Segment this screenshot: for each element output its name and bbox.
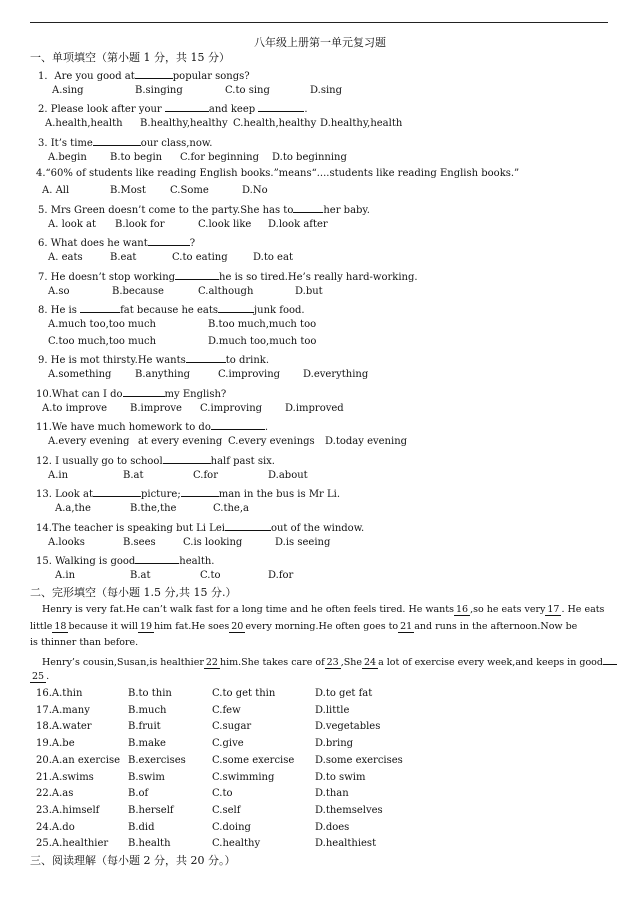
cloze-option-24-b: B.did [128, 821, 155, 833]
section1-heading: 一、单项填空（第小题 1 分，共 15 分） [30, 51, 230, 64]
cloze-option-23-a: 23.A.himself [36, 804, 100, 816]
cloze-paragraph-1-line-3: is thinner than before. [30, 637, 139, 648]
section2-heading: 二、完形填空（每小题 1.5 分,共 15 分.） [30, 586, 237, 599]
question-11: 11.We have much homework to do . [36, 419, 268, 434]
q10-option-c: C.improving [200, 403, 263, 414]
q14-option-b: B.sees [123, 537, 156, 548]
question-12: 12. I usually go to school half past six. [36, 453, 275, 468]
q6-option-b: B.eat [110, 252, 137, 263]
question-2: 2. Please look after your and keep . [38, 101, 308, 116]
q11-option-c: C.every evenings [228, 436, 315, 447]
cloze-option-20-b: B.exercises [128, 754, 186, 766]
q7-option-b: B.because [112, 286, 164, 297]
q13-option-b: B.the,the [130, 503, 177, 514]
q8-option-d: D.much too,much too [208, 336, 317, 347]
cloze-option-16-a: 16.A.thin [36, 688, 83, 699]
q3-option-d: D.to beginning [272, 152, 347, 163]
cloze-paragraph-2-line-2: 25 . [32, 671, 50, 682]
q12-option-c: C.for [193, 470, 218, 481]
q6-option-a: A. eats [48, 252, 83, 263]
q1-option-a: A.sing [52, 85, 84, 96]
q8-option-a: A.much too,too much [48, 319, 156, 330]
question-3: 3. It’s time our class,now. [38, 135, 212, 150]
cloze-option-22-a: 22.A.as [36, 788, 74, 800]
q4-option-a: A. All [42, 185, 70, 196]
q14-option-d: D.is seeing [275, 537, 331, 548]
cloze-option-16-c: C.to get thin [212, 688, 276, 699]
q3-option-c: C.for beginning [180, 152, 259, 163]
q10-option-a: A.to improve [42, 403, 108, 414]
q10-option-d: D.improved [285, 403, 344, 414]
cloze-option-23-c: C.self [212, 804, 241, 816]
cloze-option-23-d: D.themselves [315, 804, 383, 816]
cloze-option-25-a: 25.A.healthier [36, 838, 109, 850]
question-9: 9. He is mot thirsty.He wants to drink. [38, 352, 269, 367]
cloze-option-25-b: B.health [128, 838, 171, 850]
cloze-option-19-d: D.bring [315, 738, 354, 750]
cloze-option-25-c: C.healthy [212, 838, 261, 850]
q11-option-b: at every evening [138, 436, 223, 447]
q13-option-c: C.the,a [213, 503, 249, 514]
q10-option-b: B.improve [130, 403, 182, 414]
q1-option-c: C.to sing [225, 85, 270, 96]
q15-option-c: C.to [200, 570, 221, 581]
cloze-option-20-c: C.some exercise [212, 754, 295, 766]
q9-option-d: D.everything [303, 369, 369, 380]
q3-option-b: B.to begin [110, 152, 163, 163]
cloze-option-17-b: B.much [128, 704, 167, 716]
cloze-option-21-d: D.to swim [315, 771, 366, 783]
q6-option-d: D.to eat [253, 252, 293, 263]
q4-option-c: C.Some [170, 185, 209, 196]
cloze-option-22-b: B.of [128, 788, 149, 800]
q15-option-b: B.at [130, 570, 151, 581]
question-8: 8. He is fat because he eats junk food. [38, 302, 305, 317]
page-title: 八年级上册第一单元复习题 [254, 36, 386, 49]
section3-heading: 三、阅读理解（每小题 2 分，共 20 分。） [30, 854, 236, 867]
cloze-paragraph-2-line-1: Henry’s cousin,Susan,is healthier 22 him.She takes care of 23 ,She 24 a lot of exercise every week,and keeps in good [42, 654, 617, 669]
cloze-option-18-a: 18.A.water [36, 721, 92, 733]
q1-option-b: B.singing [135, 85, 183, 96]
q11-option-d: D.today evening [325, 436, 408, 447]
q15-option-a: A.in [55, 570, 76, 581]
q2-option-c: C.health,healthy [233, 118, 317, 129]
q9-option-b: B.anything [135, 369, 191, 380]
question-13: 13. Look at picture; man in the bus is Mr Li. [36, 486, 340, 501]
cloze-option-21-b: B.swim [128, 771, 165, 783]
cloze-option-17-d: D.little [315, 704, 350, 716]
q2-option-a: A.health,health [45, 118, 123, 129]
q5-option-d: D.look after [268, 219, 328, 230]
q12-option-b: B.at [123, 470, 144, 481]
question-1: 1．Are you good at popular songs? [38, 68, 250, 83]
q7-option-c: C.although [198, 286, 254, 297]
top-rule [30, 22, 608, 23]
cloze-option-25-d: D.healthiest [315, 838, 377, 850]
q12-option-d: D.about [268, 470, 308, 481]
q13-option-a: A.a,the [55, 503, 91, 514]
q7-option-d: D.but [295, 286, 323, 297]
q12-option-a: A.in [48, 470, 69, 481]
cloze-option-24-d: D.does [315, 821, 350, 833]
q8-option-c: C.too much,too much [48, 336, 157, 347]
cloze-option-21-a: 21.A.swims [36, 771, 94, 783]
cloze-option-16-d: D.to get fat [315, 688, 373, 699]
q14-option-c: C.is looking [183, 537, 243, 548]
q3-option-a: A.begin [48, 152, 87, 163]
cloze-paragraph-1-line-1: Henry is very fat.He can’t walk fast for a long time and he often feels tired. He wants 16 ,so he eats very 17 . He eats [42, 604, 605, 615]
q5-option-b: B.look for [115, 219, 165, 230]
q5-option-c: C.look like [198, 219, 252, 230]
cloze-option-22-c: C.to [212, 788, 233, 800]
question-14: 14.The teacher is speaking but Li Lei out of the window. [36, 520, 364, 535]
question-5: 5. Mrs Green doesn’t come to the party.She has to her baby. [38, 202, 370, 217]
cloze-option-19-b: B.make [128, 738, 166, 750]
cloze-option-17-a: 17.A.many [36, 704, 90, 716]
cloze-option-20-d: D.some exercises [315, 754, 403, 766]
q4-option-d: D.No [242, 185, 268, 196]
cloze-option-19-c: C.give [212, 738, 244, 750]
cloze-option-23-b: B.herself [128, 804, 174, 816]
q1-option-d: D.sing [310, 85, 343, 96]
q11-option-a: A.every evening [48, 436, 130, 447]
q15-option-d: D.for [268, 570, 294, 581]
cloze-option-24-a: 24.A.do [36, 821, 75, 833]
cloze-option-24-c: C.doing [212, 821, 251, 833]
q2-option-b: B.healthy,healthy [140, 118, 228, 129]
question-15: 15. Walking is good health. [36, 553, 214, 568]
q6-option-c: C.to eating [172, 252, 228, 263]
q14-option-a: A.looks [48, 537, 85, 548]
q5-option-a: A. look at [48, 219, 97, 230]
cloze-option-17-c: C.few [212, 704, 241, 716]
cloze-option-20-a: 20.A.an exercise [36, 754, 120, 766]
q2-option-d: D.healthy,health [320, 118, 403, 129]
q7-option-a: A.so [48, 286, 70, 297]
cloze-option-18-c: C.sugar [212, 721, 252, 733]
q9-option-a: A.something [48, 369, 112, 380]
question-6: 6. What does he want ? [38, 235, 195, 250]
cloze-option-18-d: D.vegetables [315, 721, 381, 733]
cloze-option-21-c: C.swimming [212, 771, 275, 783]
q4-option-b: B.Most [110, 185, 146, 196]
question-7: 7. He doesn’t stop working he is so tired.He’s really hard-working. [38, 269, 418, 284]
cloze-option-19-a: 19.A.be [36, 738, 75, 750]
q8-option-b: B.too much,much too [208, 319, 317, 330]
cloze-paragraph-1-line-2: little 18 because it will 19 him fat.He soes 20 every morning.He often goes to 21 and runs in the afternoon.Now be [30, 621, 578, 632]
q9-option-c: C.improving [218, 369, 281, 380]
question-10: 10.What can I do my English? [36, 386, 226, 401]
cloze-option-18-b: B.fruit [128, 721, 161, 733]
cloze-option-16-b: B.to thin [128, 688, 172, 699]
question-4: 4.“60% of students like reading English books.”means“....students like reading English books.” [36, 168, 520, 179]
cloze-option-22-d: D.than [315, 788, 349, 800]
